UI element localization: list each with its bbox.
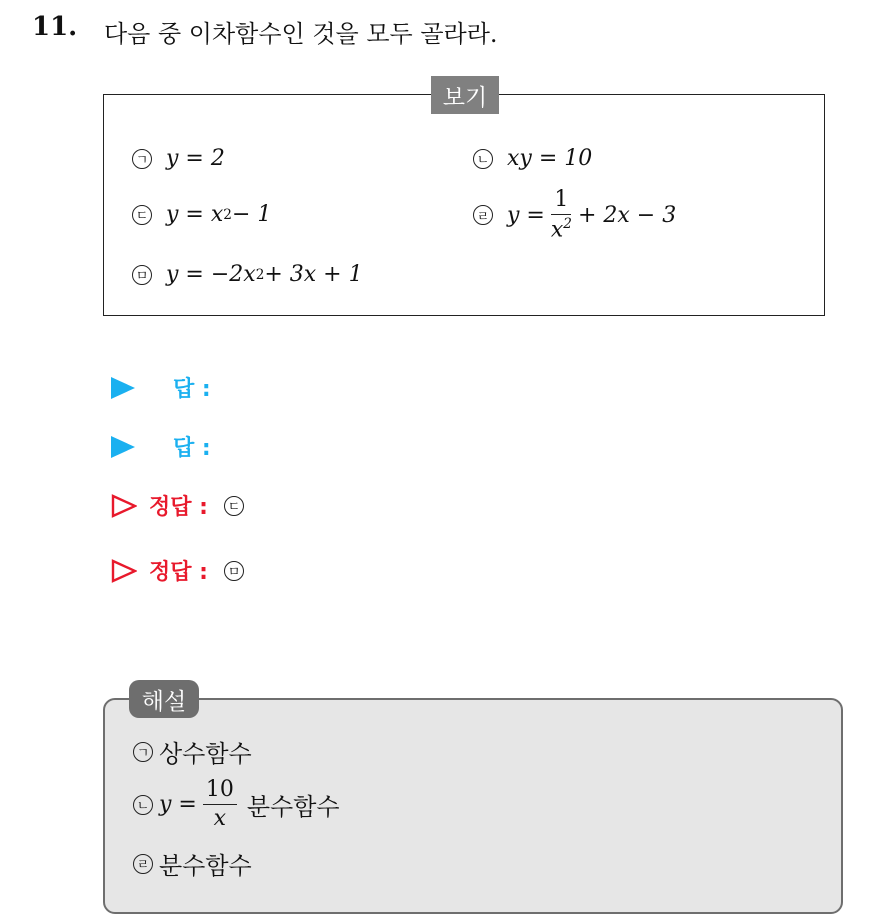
bogi-item-expression: y = 2 xyxy=(166,146,225,171)
correct-row-1 xyxy=(111,490,244,521)
bogi-item-exponent: 2 xyxy=(255,266,265,283)
bogi-item-expression-lhs: y = xyxy=(507,202,545,228)
correct-row-2 xyxy=(111,555,244,586)
fraction-denominator xyxy=(551,215,572,243)
explanation-text: 분수함수 xyxy=(246,793,340,822)
bogi-item-4 xyxy=(473,188,676,243)
bogi-item-expression-base: y = x xyxy=(166,202,224,227)
bogi-item-expression-tail: + 3x + 1 xyxy=(264,262,363,287)
bogi-item-1 xyxy=(132,146,225,171)
correct-label: 정답 : xyxy=(149,560,208,585)
circled-mark-icon: ㄱ xyxy=(132,149,152,169)
explanation-line-1 xyxy=(133,734,252,769)
denominator-exponent: 2 xyxy=(563,216,572,233)
circled-mark-icon: ㅁ xyxy=(132,265,152,285)
circled-mark-icon: ㄷ xyxy=(132,205,152,225)
explanation-line-3 xyxy=(133,846,252,881)
bogi-item-2 xyxy=(473,146,592,171)
bogi-item-3 xyxy=(132,202,271,227)
circled-mark-icon: ㄴ xyxy=(133,795,153,815)
explanation-title: 해설 xyxy=(129,680,199,718)
correct-value: ㄷ xyxy=(224,496,244,516)
circled-mark-icon: ㄱ xyxy=(133,742,153,762)
bogi-item-exponent: 2 xyxy=(223,206,232,223)
fraction xyxy=(551,188,572,243)
answer-label: 답 : xyxy=(173,436,211,461)
outline-arrow-icon xyxy=(111,559,137,583)
answer-row-2 xyxy=(111,431,211,462)
answer-row-1 xyxy=(111,372,211,403)
fraction-numerator: 10 xyxy=(203,778,237,805)
answer-label: 답 : xyxy=(173,377,211,402)
fraction-denominator: x xyxy=(213,806,227,832)
bogi-item-5 xyxy=(132,262,363,287)
question-text: 다음 중 이차함수인 것을 모두 골라라. xyxy=(104,20,498,48)
play-arrow-icon xyxy=(111,436,135,458)
bogi-item-expression-tail: + 2x − 3 xyxy=(577,202,677,228)
bogi-item-expression-base: y = −2x xyxy=(166,262,256,287)
play-arrow-icon xyxy=(111,377,135,399)
circled-mark-icon: ㄹ xyxy=(133,854,153,874)
correct-label: 정답 : xyxy=(149,495,208,520)
bogi-item-expression-tail: − 1 xyxy=(231,202,272,227)
circled-mark-icon: ㄴ xyxy=(473,149,493,169)
explanation-line-2 xyxy=(133,778,340,831)
fraction xyxy=(203,778,237,831)
bogi-item-expression: xy = 10 xyxy=(507,146,593,171)
correct-value: ㅁ xyxy=(224,561,244,581)
explanation-expression-lhs: y = xyxy=(159,792,197,818)
question-number: 11. xyxy=(32,12,78,42)
bogi-title: 보기 xyxy=(431,76,499,114)
fraction-numerator: 1 xyxy=(551,188,571,215)
circled-mark-icon: ㄹ xyxy=(473,205,493,225)
denominator-base: x xyxy=(550,217,564,243)
outline-arrow-icon xyxy=(111,494,137,518)
explanation-text: 분수함수 xyxy=(159,852,252,880)
explanation-text: 상수함수 xyxy=(159,740,252,768)
